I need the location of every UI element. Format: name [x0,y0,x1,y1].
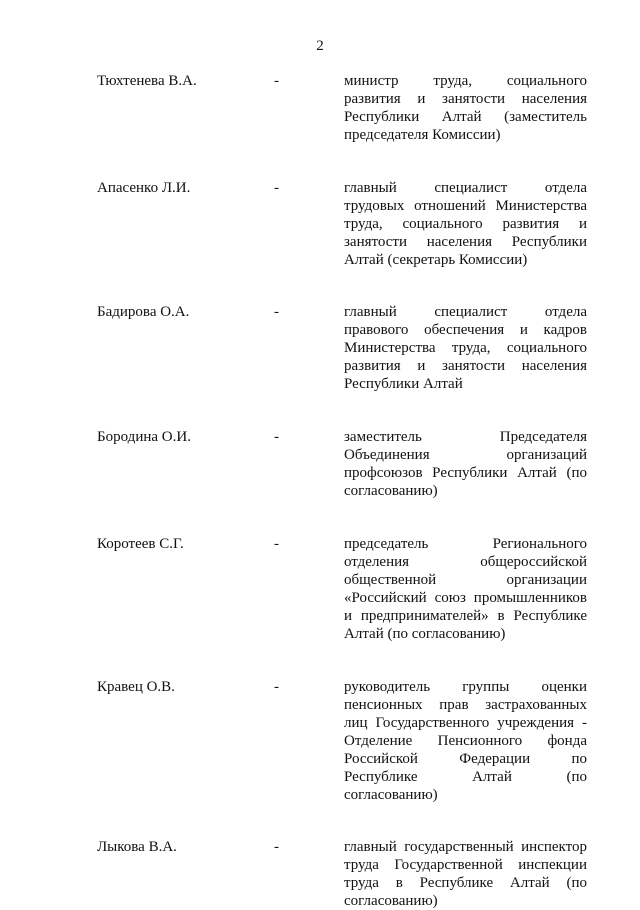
member-role-line: развития и занятости населения [344,358,587,374]
member-name: Бородина О.И. [97,429,191,445]
member-role [344,838,587,910]
member-role-line: Объединения организаций [344,447,587,463]
member-role-line: правового обеспечения и кадров [344,322,587,338]
member-role-line: лиц Государственного учреждения - [344,715,587,731]
member-role-line: согласованию) [344,787,438,803]
member-entry [97,838,587,910]
member-role-line: трудовых отношений Министерства [344,198,587,214]
member-role-line: общественной организации [344,572,587,588]
member-role-line: согласованию) [344,483,438,499]
member-entry [97,179,587,269]
member-role-line: отделения общероссийской [344,554,587,570]
members-list [97,72,587,910]
member-role-line: главный специалист отдела [344,180,587,196]
member-name: Коротеев С.Г. [97,536,184,552]
member-role-line: главный специалист отдела [344,304,587,320]
member-role-line: Российской Федерации по [344,751,587,767]
member-role-line: Алтай (секретарь Комиссии) [344,252,528,268]
member-role-line: Министерства труда, социального [344,340,587,356]
member-name: Бадирова О.А. [97,304,190,320]
member-name: Тюхтенева В.А. [97,73,197,89]
member-role [344,179,587,269]
member-name: Лыкова В.А. [97,839,177,855]
member-dash: - [274,73,279,89]
member-dash: - [274,536,279,552]
member-dash: - [274,839,279,855]
member-role-line: и предпринимателей» в Республике [344,608,587,624]
member-dash: - [274,180,279,196]
member-role-line: «Российский союз промышленников [344,590,587,606]
member-role-line: главный государственный инспектор [344,839,587,855]
member-role-line: председатель Регионального [344,536,587,552]
member-role-line: развития и занятости населения [344,91,587,107]
member-role-line: Республики Алтай (заместитель [344,109,587,125]
member-role-line: Алтай (по согласованию) [344,626,506,642]
member-role-line: Отделение Пенсионного фонда [344,733,587,749]
member-entry [97,303,587,393]
member-role-line: заместитель Председателя [344,429,587,445]
page-number: 2 [316,38,324,54]
member-role-line: Республики Алтай [344,376,463,392]
member-role-line: согласованию) [344,893,438,909]
member-role-line: труда, социального развития и [344,216,587,232]
member-role-line: министр труда, социального [344,73,587,89]
member-dash: - [274,304,279,320]
member-role-line: председателя Комиссии) [344,127,501,143]
member-role-line: труда Государственной инспекции [344,857,587,873]
member-role-line: пенсионных прав застрахованных [344,697,587,713]
member-role-line: занятости населения Республики [344,234,587,250]
member-name: Кравец О.В. [97,679,175,695]
member-role [344,72,587,144]
member-dash: - [274,679,279,695]
member-role-line: руководитель группы оценки [344,679,587,695]
member-dash: - [274,429,279,445]
member-name: Апасенко Л.И. [97,180,191,196]
member-role [344,535,587,643]
member-role [344,303,587,393]
member-role [344,428,587,500]
member-entry [97,535,587,643]
member-role-line: профсоюзов Республики Алтай (по [344,465,587,481]
member-role [344,678,587,804]
member-entry [97,678,587,804]
member-role-line: Республике Алтай (по [344,769,587,785]
member-role-line: труда в Республике Алтай (по [344,875,587,891]
member-entry [97,428,587,500]
member-entry [97,72,587,144]
